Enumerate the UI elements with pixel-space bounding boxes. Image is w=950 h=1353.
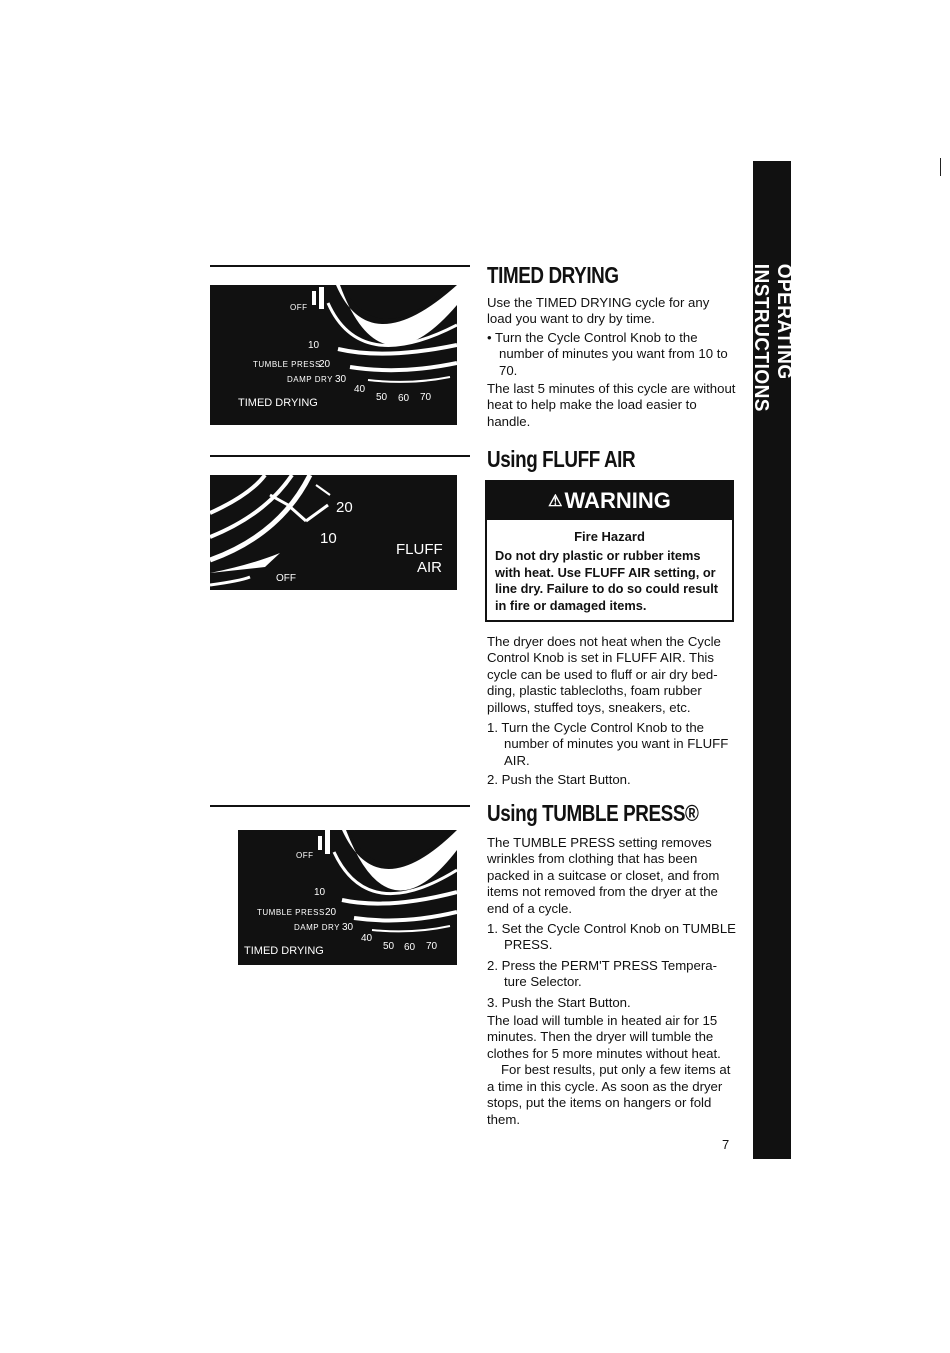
side-tab-label: OPERATING INSTRUCTIONS (750, 263, 795, 412)
dial-label-off: OFF (290, 303, 308, 312)
tumble-press-heading: Using TUMBLE PRESS® (487, 800, 699, 826)
dial-label-40: 40 (361, 933, 373, 944)
warning-body: Do not dry plastic or rubber items with heat. Use FLUFF AIR setting, or line dry. Failure to do so could result in fire or damaged items. (495, 548, 719, 613)
section-rule (210, 265, 470, 267)
dial-label-50: 50 (383, 941, 395, 952)
tumble-press-text (487, 835, 737, 1128)
step-item: 3. Push the Start Button. (487, 994, 631, 1010)
paragraph: The dryer does not heat when the Cycle Control Knob is set in FLUFF AIR. This cycle can be used to fluff or air dry bed-ding, plastic tablecloths, foam rubber pillows, stuffed toys, sneakers, etc. (487, 634, 721, 715)
dial-label-timed-drying: TIMED DRYING (238, 397, 318, 409)
step-item: 2. Push the Start Button. (487, 772, 631, 788)
paragraph: For best results, put only a few items at a time in this cycle. As soon as the dryer stops, put the items on hangers or fold them. (487, 1062, 731, 1127)
dial-label-40: 40 (354, 384, 366, 395)
dial-label-damp-dry: DAMP DRY (287, 375, 333, 384)
dial-label-20: 20 (325, 907, 337, 918)
timed-drying-text (487, 295, 737, 430)
dial-label-10: 10 (308, 340, 320, 351)
dial-label-off: OFF (296, 851, 314, 860)
dial-label-70: 70 (420, 392, 432, 403)
dial-label-30: 30 (335, 374, 347, 385)
warning-box (485, 480, 734, 622)
section-rule (210, 805, 470, 807)
dial-label-10: 10 (320, 530, 337, 547)
edge-mark (940, 158, 941, 176)
page-number: 7 (722, 1137, 730, 1152)
tumble-press-dial-panel (238, 830, 457, 965)
section-rule (210, 455, 470, 457)
paragraph: Use the TIMED DRYING cycle for any load you want to dry by time. (487, 295, 710, 327)
dial-label-60: 60 (398, 393, 410, 404)
dial-label-tumble-press: TUMBLE PRESS (253, 360, 321, 369)
warning-icon: ⚠ (548, 493, 563, 510)
fluff-air-text (487, 634, 737, 789)
warning-title: Fire Hazard (574, 529, 645, 544)
timed-drying-heading: TIMED DRYING (487, 262, 619, 288)
dial-label-20: 20 (319, 359, 331, 370)
paragraph: The last 5 minutes of this cycle are without heat to help make the load easier to handle. (487, 381, 736, 429)
step-item: 2. Press the PERM'T PRESS Tempera-ture Selector. (487, 957, 717, 990)
warning-label: WARNING (564, 488, 671, 513)
step-item: 1. Set the Cycle Control Knob on TUMBLE PRESS. (487, 921, 736, 953)
bullet-item: • Turn the Cycle Control Knob to the number of minutes you want from 10 to 70. (487, 329, 728, 378)
dial-label-10: 10 (314, 887, 326, 898)
dial-label-tumble-press: TUMBLE PRESS (257, 908, 325, 917)
fluff-air-dial-panel (210, 475, 457, 590)
paragraph: The TUMBLE PRESS setting removes wrinkles from clothing that has been packed in a suitcase or closet, and from items not removed from the dryer at the end of a cycle. (487, 835, 720, 916)
step-item: 1. Turn the Cycle Control Knob to the number of minutes you want in FLUFF AIR. (487, 720, 729, 768)
dial-label-off: OFF (276, 573, 296, 584)
dial-label-30: 30 (342, 922, 354, 933)
dial-label-70: 70 (426, 941, 438, 952)
dial-label-50: 50 (376, 392, 388, 403)
dial-label-air: AIR (417, 559, 443, 576)
timed-drying-dial-panel (210, 285, 457, 425)
fluff-air-heading: Using FLUFF AIR (487, 446, 636, 472)
paragraph: The load will tumble in heated air for 15 minutes. Then the dryer will tumble the clothes for 5 more minutes without heat. (487, 1013, 721, 1061)
warning-header (487, 482, 732, 520)
dial-label-20: 20 (336, 499, 353, 516)
dial-label-timed-drying: TIMED DRYING (244, 945, 324, 957)
dial-label-60: 60 (404, 942, 416, 953)
dial-label-fluff: FLUFF (396, 541, 443, 558)
dial-label-damp-dry: DAMP DRY (294, 923, 340, 932)
